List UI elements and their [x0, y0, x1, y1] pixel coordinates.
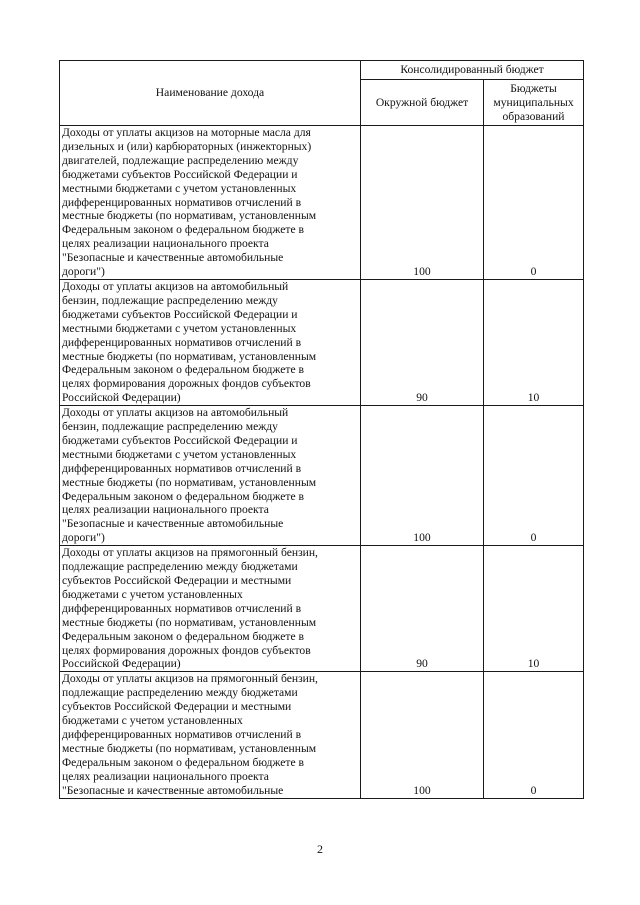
municipal-budget-value: 0: [530, 531, 537, 545]
revenue-name-line: местные бюджеты (по нормативам, установленным: [62, 349, 317, 363]
revenue-name-line: Доходы от уплаты акцизов на прямогонный бензин,: [62, 672, 318, 686]
revenue-distribution-table: [59, 60, 584, 799]
page-number: 2: [317, 842, 323, 856]
municipal-budget-cell: [484, 126, 584, 280]
okrug-budget-value: 100: [413, 531, 431, 545]
revenue-name-cell: [60, 672, 361, 798]
municipal-budget-value: 0: [530, 265, 537, 279]
revenue-name-line: местные бюджеты (по нормативам, установленным: [62, 615, 317, 629]
municipal-budget-cell: [484, 406, 584, 546]
municipal-budget-value: 10: [527, 391, 540, 405]
revenue-name-line: дифференцированных нормативов отчислений в: [62, 727, 302, 741]
okrug-budget-value: 90: [416, 391, 428, 405]
revenue-name-line: дороги"): [62, 531, 105, 545]
header-municipal-budgets: Бюджеты муниципальных образований: [484, 80, 584, 126]
revenue-name-line: бюджетами субъектов Российской Федерации и: [62, 307, 298, 321]
municipal-budget-value: 10: [527, 657, 540, 671]
table-row: [60, 126, 584, 280]
revenue-name-line: местные бюджеты (по нормативам, установленным: [62, 209, 317, 223]
revenue-name-line: Доходы от уплаты акцизов на автомобильный: [62, 406, 289, 420]
revenue-name-line: местные бюджеты (по нормативам, установленным: [62, 741, 317, 755]
revenue-name-line: дизельных и (или) карбюраторных (инжекторных): [62, 139, 312, 153]
revenue-name-line: Федеральным законом о федеральном бюджете в: [62, 223, 304, 237]
revenue-name-line: целях формирования дорожных фондов субъектов: [62, 377, 311, 391]
municipal-budget-cell: [484, 546, 584, 672]
revenue-name-cell: [60, 406, 361, 546]
revenue-name-line: Федеральным законом о федеральном бюджете в: [62, 755, 304, 769]
revenue-name-line: субъектов Российской Федерации и местными: [62, 700, 292, 714]
table-row: [60, 546, 584, 672]
revenue-name-line: Доходы от уплаты акцизов на моторные масла для: [62, 126, 311, 139]
revenue-name-line: целях реализации национального проекта: [62, 503, 269, 517]
table-row: [60, 279, 584, 405]
revenue-name-line: дороги"): [62, 265, 105, 279]
revenue-name-line: бензин, подлежащие распределению между: [62, 420, 278, 434]
revenue-name-line: целях реализации национального проекта: [62, 237, 269, 251]
municipal-budget-cell: [484, 279, 584, 405]
header-revenue-name: Наименование дохода: [60, 61, 361, 126]
municipal-budget-cell: [484, 672, 584, 798]
revenue-name-line: местными бюджетами с учетом установленных: [62, 321, 297, 335]
okrug-budget-cell: [361, 672, 484, 798]
okrug-budget-cell: [361, 126, 484, 280]
revenue-name-line: целях реализации национального проекта: [62, 769, 269, 783]
revenue-name-line: субъектов Российской Федерации и местными: [62, 574, 292, 587]
revenue-name-cell: [60, 126, 361, 280]
table-row: [60, 672, 584, 798]
revenue-name-line: дифференцированных нормативов отчислений в: [62, 335, 302, 349]
revenue-name-line: подлежащие распределению между бюджетами: [62, 560, 298, 574]
revenue-name-line: бюджетами субъектов Российской Федерации и: [62, 433, 298, 447]
revenue-name-line: местными бюджетами с учетом установленных: [62, 181, 297, 195]
revenue-name-line: местные бюджеты (по нормативам, установленным: [62, 475, 317, 489]
revenue-name-line: дифференцированных нормативов отчислений в: [62, 461, 302, 475]
revenue-name-line: Федеральным законом о федеральном бюджете в: [62, 489, 304, 503]
revenue-name-cell: [60, 279, 361, 405]
revenue-name-line: бензин, подлежащие распределению между: [62, 293, 278, 307]
revenue-name-line: дифференцированных нормативов отчислений в: [62, 601, 302, 615]
revenue-name-line: "Безопасные и качественные автомобильные: [62, 251, 284, 265]
revenue-name-line: Доходы от уплаты акцизов на автомобильный: [62, 279, 289, 293]
header-consolidated-budget: Консолидированный бюджет: [361, 61, 584, 80]
revenue-name-line: Федеральным законом о федеральном бюджете в: [62, 629, 304, 643]
revenue-name-line: бюджетами с учетом установленных: [62, 587, 243, 601]
revenue-name-cell: [60, 546, 361, 672]
revenue-name-line: подлежащие распределению между бюджетами: [62, 686, 298, 700]
okrug-budget-value: 100: [413, 265, 431, 279]
okrug-budget-cell: [361, 279, 484, 405]
revenue-name-line: целях формирования дорожных фондов субъектов: [62, 643, 311, 657]
revenue-name-line: Российской Федерации): [62, 657, 181, 671]
okrug-budget-value: 100: [413, 783, 431, 797]
municipal-budget-value: 0: [530, 783, 537, 797]
okrug-budget-cell: [361, 406, 484, 546]
revenue-name-line: двигателей, подлежащие распределению между: [62, 153, 299, 167]
revenue-name-line: бюджетами с учетом установленных: [62, 714, 243, 728]
revenue-name-line: дифференцированных нормативов отчислений в: [62, 195, 302, 209]
revenue-name-line: местными бюджетами с учетом установленных: [62, 447, 297, 461]
header-okrug-budget: Окружной бюджет: [361, 80, 484, 126]
okrug-budget-cell: [361, 546, 484, 672]
revenue-name-line: бюджетами субъектов Российской Федерации и: [62, 167, 298, 181]
table-header-row: [60, 61, 584, 80]
revenue-name-line: Федеральным законом о федеральном бюджете в: [62, 363, 304, 377]
table-row: [60, 406, 584, 546]
revenue-name-line: Российской Федерации): [62, 391, 181, 405]
okrug-budget-value: 90: [416, 657, 428, 671]
revenue-name-line: "Безопасные и качественные автомобильные: [62, 517, 284, 531]
revenue-name-line: "Безопасные и качественные автомобильные: [62, 783, 284, 797]
revenue-name-line: Доходы от уплаты акцизов на прямогонный бензин,: [62, 546, 318, 560]
